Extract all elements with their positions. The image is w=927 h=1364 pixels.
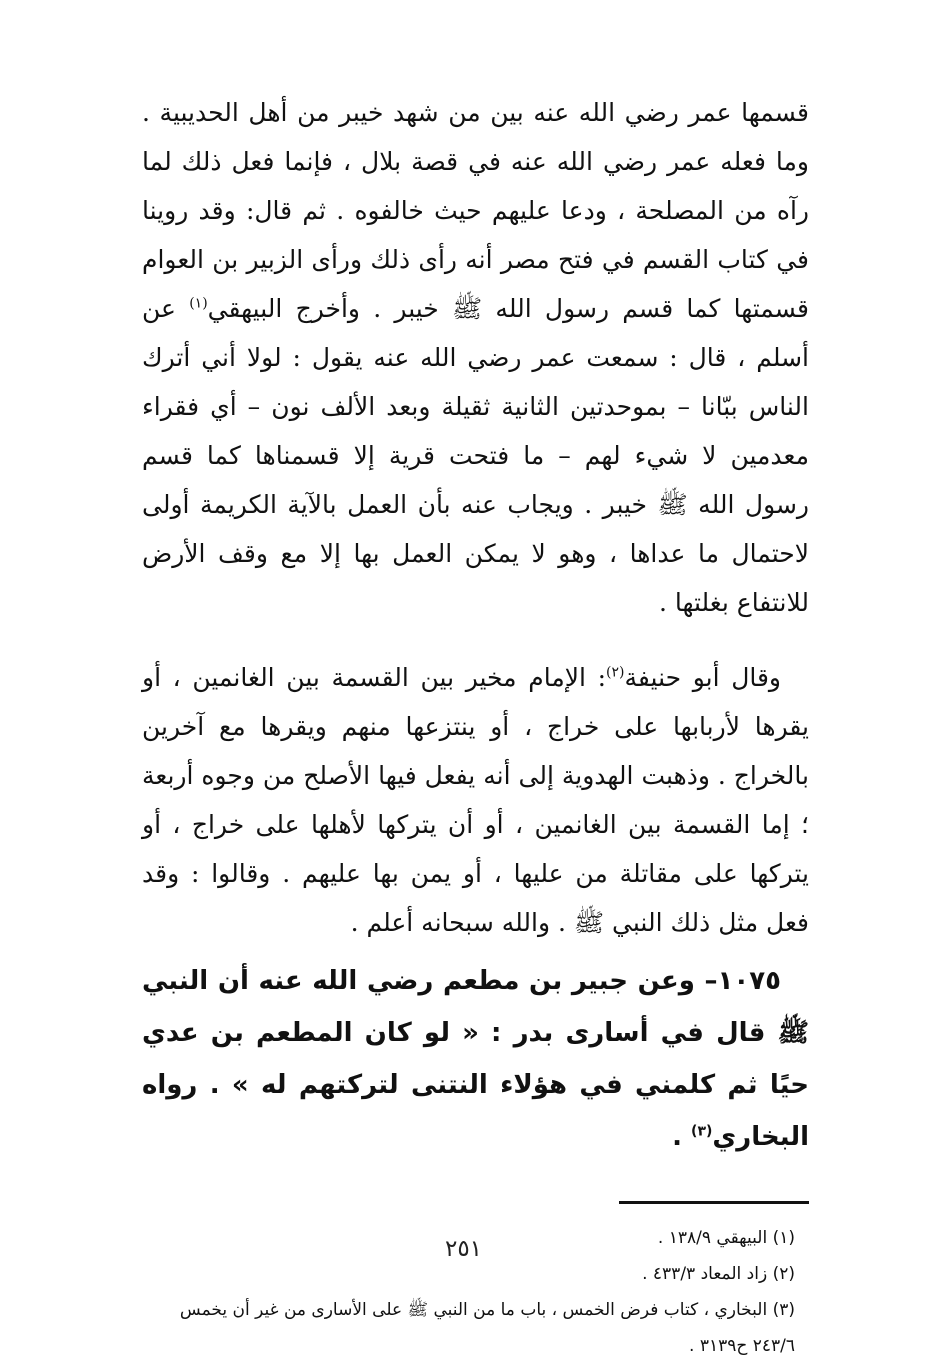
paragraph-1-text-b: عن أسلم ، قال : سمعت عمر رضي الله عنه يقول : لولا أني أترك الناس ببّانا – بموحدتين الثانية ثقيلة وبعد الألف نون – أي فقراء معدمين لا شيء لهم – ما فتحت قرية إلا قسمناها كما قسم رسول الله ﷺ خيبر . ويجاب عنه بأن العمل بالآية الكريمة أولى لاحتمال ما عداها ، وهو لا يمكن العمل بها إلا مع وقف الأرض للانتفاع بغلتها . — [142, 294, 809, 617]
paragraph-1 — [142, 88, 809, 627]
page-number: ٢٥١ — [444, 1236, 483, 1262]
paragraph-1-text-a: قسمها عمر رضي الله عنه بين من شهد خيبر من أهل الحديبية . وما فعله عمر رضي الله عنه في قصة بلال ، فإنما فعل ذلك لما رآه من المصلحة ، ودعا عليهم حيث خالفوه . ثم قال: وقد روينا في كتاب القسم في فتح مصر أنه رأى ذلك ورأى الزبير بن العوام قسمتها كما قسم رسول الله ﷺ خيبر . وأخرج البيهقي — [142, 98, 809, 323]
hadith-text-b: . — [672, 1122, 692, 1152]
footnote-ref-2: (٢) — [606, 664, 625, 681]
footnote-2: (٢) زاد المعاد ٤٣٣/٣ . — [642, 1264, 795, 1284]
hadith-text-a: ١٠٧٥– وعن جبير بن مطعم رضي الله عنه أن النبي ﷺ قال في أسارى بدر : « لو كان المطعم بن عدي حيًا ثم كلمني في هؤلاء النتنى لتركتهم له » . رواه البخاري — [142, 966, 809, 1152]
paragraph-2-text-a: وقال أبو حنيفة — [624, 663, 781, 692]
footnote-1: (١) البيهقي ١٣٨/٩ . — [657, 1228, 795, 1248]
paragraph-2-text-b: : الإمام مخير بين القسمة بين الغانمين ، أو يقرها لأربابها على خراج ، أو ينتزعها منهم ويقرها مع آخرين بالخراج . وذهبت الهدوية إلى أنه يفعل فيها الأصلح من وجوه أربعة ؛ إما القسمة بين الغانمين ، أو أن يتركها لأهلها على خراج ، أو يتركها على مقاتلة من عليها ، أو يمن بها عليهم . وقالوا : وقد فعل مثل ذلك النبي ﷺ . والله سبحانه أعلم . — [142, 663, 809, 937]
footnote-3: (٣) البخاري ، كتاب فرض الخمس ، باب ما من النبي ﷺ على الأسارى من غير أن يخمس ٢٤٣/٦ ح٣١٣٩ . — [179, 1300, 795, 1356]
footnote-ref-1: (١) — [189, 295, 208, 312]
body-text — [142, 88, 809, 947]
hadith-paragraph — [142, 955, 809, 1163]
paragraph-2 — [142, 653, 809, 947]
footnote-divider — [619, 1201, 809, 1204]
footnote-ref-3: (٣) — [691, 1123, 713, 1140]
